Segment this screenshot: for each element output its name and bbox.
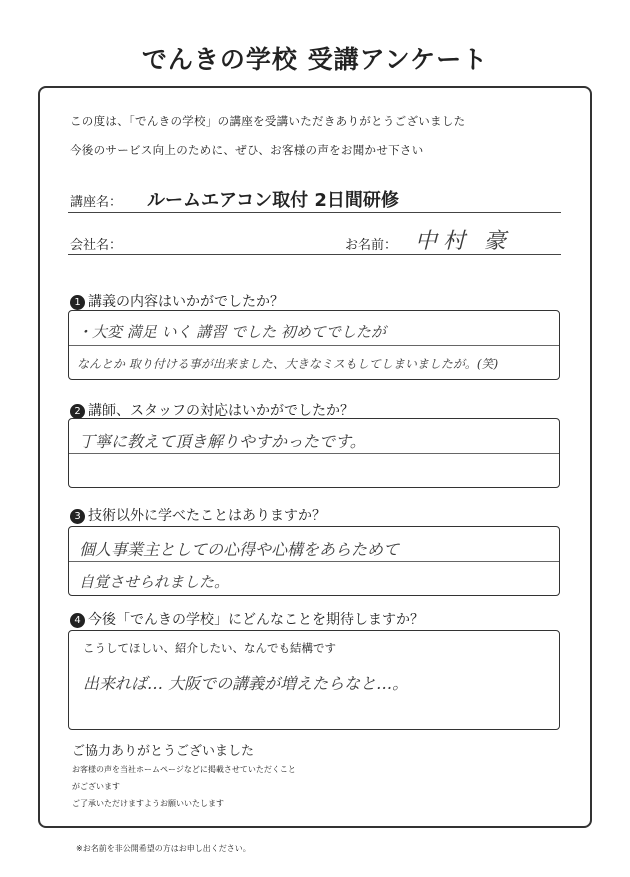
- answer-rule: [69, 561, 559, 562]
- company-label: 会社名：: [70, 238, 123, 253]
- answer-1-line-2: なんとか 取り付ける事が出来ました、大きなミスもしてしまいましたが。(笑): [77, 357, 499, 371]
- answer-box-3: [68, 526, 560, 596]
- notice-line-3: ご了承いただけますようお願いいたします: [72, 799, 224, 808]
- footnote: ※お名前を非公開希望の方はお申し出ください。: [76, 844, 251, 853]
- answer-box-1: [68, 310, 560, 380]
- answer-1-line-1: ・大変 満足 いく 講習 でした 初めてでしたが: [77, 323, 386, 341]
- answer-3-line-2: 自覚させられました。: [79, 573, 230, 591]
- question-text: 技術以外に学べたことはありますか？: [88, 508, 326, 524]
- answer-rule: [69, 453, 559, 454]
- question-4-hint: こうしてほしい、紹介したい、なんでも結構です: [83, 641, 336, 655]
- name-value: 中村 豪: [415, 229, 512, 254]
- notice-line-1: お客様の声を当社ホームページなどに掲載させていただくこと: [72, 765, 296, 774]
- question-3: [70, 505, 326, 525]
- question-number: 4: [70, 613, 85, 628]
- course-label: 講座名：: [70, 195, 123, 210]
- answer-box-4: [68, 630, 560, 730]
- intro-line-2: 今後のサービス向上のために、ぜひ、お客様の声をお聞かせ下さい: [70, 143, 424, 157]
- question-text: 今後「でんきの学校」にどんなことを期待しますか？: [88, 612, 424, 628]
- page-title: でんきの学校 受講アンケート: [141, 45, 489, 74]
- question-number: 3: [70, 509, 85, 524]
- question-1: [70, 291, 284, 311]
- answer-2-line-1: 丁寧に教えて頂き解りやすかったです。: [79, 432, 366, 451]
- notice-line-2: がございます: [72, 782, 120, 791]
- answer-box-2: [68, 418, 560, 488]
- answer-4-line-1: 出来れば… 大阪での講義が増えたらなと…。: [83, 674, 409, 693]
- question-text: 講師、スタッフの対応はいかがでしたか？: [88, 403, 354, 419]
- question-4: [70, 609, 424, 629]
- question-text: 講義の内容はいかがでしたか？: [88, 294, 284, 310]
- name-label: お名前：: [345, 238, 398, 253]
- course-name: ルームエアコン取付 2日間研修: [147, 190, 399, 211]
- question-number: 1: [70, 295, 85, 310]
- course-underline: [68, 212, 561, 213]
- name-underline: [68, 254, 561, 255]
- question-number: 2: [70, 404, 85, 419]
- answer-3-line-1: 個人事業主としての心得や心構をあらためて: [79, 540, 400, 559]
- thanks-text: ご協力ありがとうございました: [72, 744, 255, 759]
- question-2: [70, 400, 354, 420]
- answer-rule: [69, 345, 559, 346]
- intro-line-1: この度は、「でんきの学校」の講座を受講いただきありがとうございました: [70, 114, 466, 128]
